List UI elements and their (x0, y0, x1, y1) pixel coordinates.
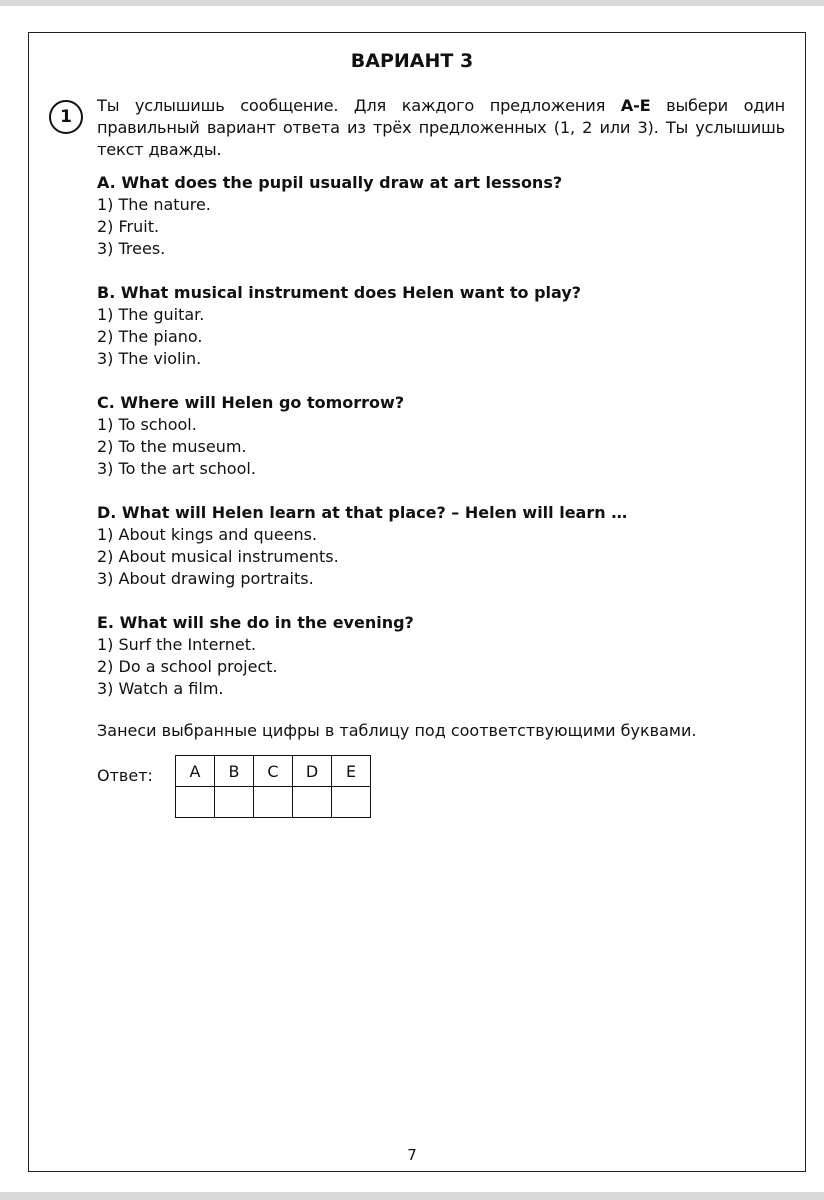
answer-table-row (176, 787, 371, 818)
answer-cell-c[interactable] (254, 787, 293, 818)
option: 1) The nature. (97, 195, 211, 214)
answer-label: Ответ: (97, 766, 153, 785)
answer-instruction: Занеси выбранные цифры в таблицу под соответствующими буквами. (97, 721, 697, 740)
question-b (97, 282, 787, 370)
question-text: B. What musical instrument does Helen want to play? (97, 283, 582, 302)
question-text: A. What does the pupil usually draw at art lessons? (97, 173, 563, 192)
question-text: D. What will Helen learn at that place? – Helen will learn … (97, 503, 628, 522)
option: 1) The guitar. (97, 305, 205, 324)
option: 3) About drawing portraits. (97, 569, 314, 588)
top-edge (0, 0, 824, 6)
answer-table (175, 755, 371, 818)
question-d (97, 502, 787, 590)
bottom-edge (0, 1192, 824, 1200)
option: 3) The violin. (97, 349, 202, 368)
header-cell: C (254, 756, 293, 787)
question-text: E. What will she do in the evening? (97, 613, 414, 632)
intro-bold: A-E (620, 96, 651, 115)
header-cell: A (176, 756, 215, 787)
option: 2) About musical instruments. (97, 547, 339, 566)
intro-text: выбери один правильный вариант ответа из трёх предложенных (1, 2 или 3). Ты услышишь текст дважды. (97, 96, 785, 159)
header-cell: B (215, 756, 254, 787)
answer-table-header (176, 756, 371, 787)
question-text: C. Where will Helen go tomorrow? (97, 393, 405, 412)
task-instructions (97, 95, 785, 161)
option: 1) To school. (97, 415, 197, 434)
answer-cell-b[interactable] (215, 787, 254, 818)
option: 2) The piano. (97, 327, 203, 346)
question-e (97, 612, 787, 700)
option: 3) Trees. (97, 239, 166, 258)
answer-cell-a[interactable] (176, 787, 215, 818)
option: 3) To the art school. (97, 459, 256, 478)
header-cell: E (332, 756, 371, 787)
option: 2) To the museum. (97, 437, 247, 456)
variant-title: ВАРИАНТ 3 (350, 50, 474, 72)
option: 1) About kings and queens. (97, 525, 318, 544)
option: 3) Watch a film. (97, 679, 224, 698)
task-number-badge: 1 (49, 100, 83, 134)
questions (97, 172, 787, 722)
page-number: 7 (407, 1146, 417, 1164)
answer-cell-d[interactable] (293, 787, 332, 818)
header-cell: D (293, 756, 332, 787)
option: 2) Fruit. (97, 217, 160, 236)
intro-text: Ты услышишь сообщение. Для каждого предложения (97, 96, 621, 115)
option: 2) Do a school project. (97, 657, 278, 676)
answer-cell-e[interactable] (332, 787, 371, 818)
question-c (97, 392, 787, 480)
question-a (97, 172, 787, 260)
option: 1) Surf the Internet. (97, 635, 257, 654)
